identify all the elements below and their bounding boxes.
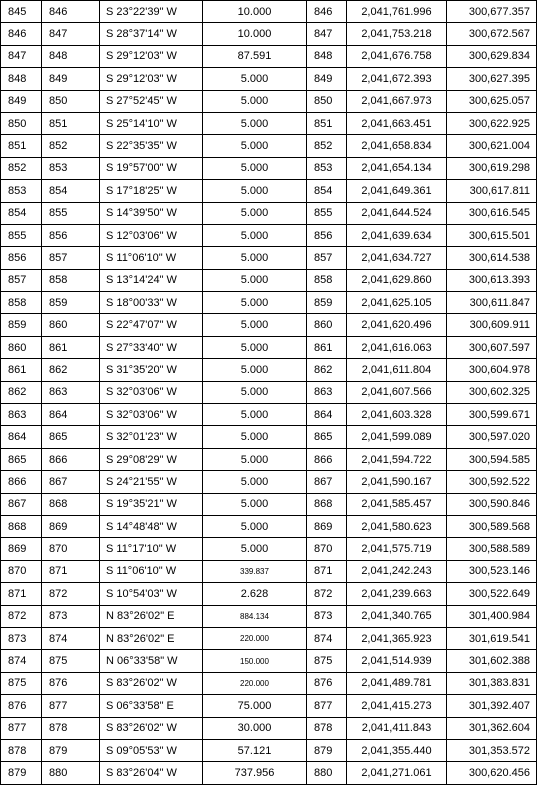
point-cell: 877 <box>307 695 347 717</box>
easting-cell: 300,629.834 <box>447 45 537 67</box>
easting-cell: 301,362.604 <box>447 717 537 739</box>
distance-cell: 5.000 <box>203 112 307 134</box>
northing-cell: 2,041,616.063 <box>347 336 447 358</box>
northing-cell: 2,041,649.361 <box>347 180 447 202</box>
to-station-cell: 862 <box>42 359 100 381</box>
distance-cell: 5.000 <box>203 515 307 537</box>
point-cell: 861 <box>307 336 347 358</box>
table-row <box>1 538 537 560</box>
bearing-cell: S 31°35'20" W <box>100 359 203 381</box>
from-station-cell: 848 <box>1 68 42 90</box>
distance-cell: 2.628 <box>203 583 307 605</box>
table-row <box>1 269 537 291</box>
to-station-cell: 854 <box>42 180 100 202</box>
distance-cell: 10.000 <box>203 1 307 23</box>
table-row <box>1 426 537 448</box>
to-station-cell: 859 <box>42 292 100 314</box>
point-cell: 867 <box>307 471 347 493</box>
bearing-cell: S 83°26'02" W <box>100 672 203 694</box>
distance-cell: 57.121 <box>203 739 307 761</box>
easting-cell: 300,615.501 <box>447 224 537 246</box>
easting-cell: 301,602.388 <box>447 650 537 672</box>
point-cell: 870 <box>307 538 347 560</box>
easting-cell: 300,677.357 <box>447 1 537 23</box>
northing-cell: 2,041,365.923 <box>347 627 447 649</box>
from-station-cell: 863 <box>1 404 42 426</box>
easting-cell: 300,620.456 <box>447 762 537 784</box>
to-station-cell: 869 <box>42 515 100 537</box>
bearing-cell: S 83°26'04" W <box>100 762 203 784</box>
table-row <box>1 404 537 426</box>
distance-cell: 5.000 <box>203 538 307 560</box>
table-row <box>1 180 537 202</box>
table-row <box>1 605 537 627</box>
northing-cell: 2,041,639.634 <box>347 224 447 246</box>
easting-cell: 300,604.978 <box>447 359 537 381</box>
northing-cell: 2,041,753.218 <box>347 23 447 45</box>
table-row <box>1 202 537 224</box>
distance-cell: 884.134 <box>203 605 307 627</box>
bearing-cell: S 32°01'23" W <box>100 426 203 448</box>
distance-cell: 5.000 <box>203 336 307 358</box>
bearing-cell: S 24°21'55" W <box>100 471 203 493</box>
northing-cell: 2,041,672.393 <box>347 68 447 90</box>
point-cell: 873 <box>307 605 347 627</box>
easting-cell: 300,597.020 <box>447 426 537 448</box>
distance-cell: 75.000 <box>203 695 307 717</box>
easting-cell: 300,621.004 <box>447 135 537 157</box>
from-station-cell: 865 <box>1 448 42 470</box>
table-row <box>1 292 537 314</box>
distance-cell: 5.000 <box>203 493 307 515</box>
distance-cell: 30.000 <box>203 717 307 739</box>
to-station-cell: 855 <box>42 202 100 224</box>
bearing-cell: S 29°12'03" W <box>100 45 203 67</box>
from-station-cell: 849 <box>1 90 42 112</box>
bearing-cell: S 11°06'10" W <box>100 247 203 269</box>
easting-cell: 300,614.538 <box>447 247 537 269</box>
point-cell: 851 <box>307 112 347 134</box>
to-station-cell: 874 <box>42 627 100 649</box>
table-row <box>1 314 537 336</box>
bearing-cell: S 27°52'45" W <box>100 90 203 112</box>
northing-cell: 2,041,611.804 <box>347 359 447 381</box>
point-cell: 854 <box>307 180 347 202</box>
table-row <box>1 739 537 761</box>
table-row <box>1 717 537 739</box>
table-row <box>1 1 537 23</box>
from-station-cell: 874 <box>1 650 42 672</box>
from-station-cell: 846 <box>1 23 42 45</box>
northing-cell: 2,041,594.722 <box>347 448 447 470</box>
bearing-cell: N 06°33'58" W <box>100 650 203 672</box>
distance-cell: 5.000 <box>203 426 307 448</box>
from-station-cell: 875 <box>1 672 42 694</box>
table-row <box>1 515 537 537</box>
to-station-cell: 847 <box>42 23 100 45</box>
from-station-cell: 856 <box>1 247 42 269</box>
table-row <box>1 336 537 358</box>
from-station-cell: 850 <box>1 112 42 134</box>
from-station-cell: 870 <box>1 560 42 582</box>
distance-cell: 10.000 <box>203 23 307 45</box>
northing-cell: 2,041,654.134 <box>347 157 447 179</box>
point-cell: 880 <box>307 762 347 784</box>
from-station-cell: 862 <box>1 381 42 403</box>
bearing-cell: S 11°06'10" W <box>100 560 203 582</box>
bearing-cell: S 09°05'53" W <box>100 739 203 761</box>
point-cell: 864 <box>307 404 347 426</box>
point-cell: 878 <box>307 717 347 739</box>
to-station-cell: 856 <box>42 224 100 246</box>
distance-cell: 5.000 <box>203 404 307 426</box>
to-station-cell: 852 <box>42 135 100 157</box>
easting-cell: 300,619.298 <box>447 157 537 179</box>
bearing-cell: S 29°08'29" W <box>100 448 203 470</box>
distance-cell: 737.956 <box>203 762 307 784</box>
table-row <box>1 45 537 67</box>
northing-cell: 2,041,667.973 <box>347 90 447 112</box>
point-cell: 855 <box>307 202 347 224</box>
northing-cell: 2,041,676.758 <box>347 45 447 67</box>
bearing-cell: S 83°26'02" W <box>100 717 203 739</box>
to-station-cell: 880 <box>42 762 100 784</box>
bearing-cell: N 83°26'02" E <box>100 627 203 649</box>
point-cell: 872 <box>307 583 347 605</box>
bearing-cell: S 19°35'21" W <box>100 493 203 515</box>
easting-cell: 301,392.407 <box>447 695 537 717</box>
table-row <box>1 695 537 717</box>
table-row <box>1 224 537 246</box>
to-station-cell: 873 <box>42 605 100 627</box>
northing-cell: 2,041,415.273 <box>347 695 447 717</box>
to-station-cell: 850 <box>42 90 100 112</box>
easting-cell: 300,607.597 <box>447 336 537 358</box>
northing-cell: 2,041,644.524 <box>347 202 447 224</box>
bearing-cell: S 25°14'10" W <box>100 112 203 134</box>
distance-cell: 5.000 <box>203 202 307 224</box>
distance-cell: 5.000 <box>203 359 307 381</box>
table-row <box>1 672 537 694</box>
bearing-cell: S 14°48'48" W <box>100 515 203 537</box>
to-station-cell: 861 <box>42 336 100 358</box>
distance-cell: 5.000 <box>203 292 307 314</box>
bearing-cell: S 22°47'07" W <box>100 314 203 336</box>
distance-cell: 220.000 <box>203 672 307 694</box>
point-cell: 849 <box>307 68 347 90</box>
point-cell: 859 <box>307 292 347 314</box>
point-cell: 858 <box>307 269 347 291</box>
distance-cell: 5.000 <box>203 224 307 246</box>
from-station-cell: 853 <box>1 180 42 202</box>
northing-cell: 2,041,585.457 <box>347 493 447 515</box>
to-station-cell: 870 <box>42 538 100 560</box>
northing-cell: 2,041,629.860 <box>347 269 447 291</box>
northing-cell: 2,041,620.496 <box>347 314 447 336</box>
bearing-cell: S 13°14'24" W <box>100 269 203 291</box>
to-station-cell: 864 <box>42 404 100 426</box>
point-cell: 853 <box>307 157 347 179</box>
northing-cell: 2,041,599.089 <box>347 426 447 448</box>
northing-cell: 2,041,242.243 <box>347 560 447 582</box>
easting-cell: 300,589.568 <box>447 515 537 537</box>
from-station-cell: 877 <box>1 717 42 739</box>
table-row <box>1 90 537 112</box>
from-station-cell: 873 <box>1 627 42 649</box>
from-station-cell: 852 <box>1 157 42 179</box>
northing-cell: 2,041,580.623 <box>347 515 447 537</box>
northing-cell: 2,041,340.765 <box>347 605 447 627</box>
from-station-cell: 860 <box>1 336 42 358</box>
distance-cell: 5.000 <box>203 157 307 179</box>
easting-cell: 300,617.811 <box>447 180 537 202</box>
point-cell: 846 <box>307 1 347 23</box>
easting-cell: 300,616.545 <box>447 202 537 224</box>
point-cell: 876 <box>307 672 347 694</box>
point-cell: 875 <box>307 650 347 672</box>
distance-cell: 5.000 <box>203 269 307 291</box>
from-station-cell: 851 <box>1 135 42 157</box>
bearing-cell: S 32°03'06" W <box>100 381 203 403</box>
bearing-cell: S 32°03'06" W <box>100 404 203 426</box>
easting-cell: 300,672.567 <box>447 23 537 45</box>
to-station-cell: 863 <box>42 381 100 403</box>
distance-cell: 5.000 <box>203 135 307 157</box>
point-cell: 866 <box>307 448 347 470</box>
to-station-cell: 860 <box>42 314 100 336</box>
bearing-cell: S 27°33'40" W <box>100 336 203 358</box>
northing-cell: 2,041,355.440 <box>347 739 447 761</box>
table-body <box>1 1 537 785</box>
distance-cell: 5.000 <box>203 180 307 202</box>
to-station-cell: 871 <box>42 560 100 582</box>
from-station-cell: 871 <box>1 583 42 605</box>
easting-cell: 301,619.541 <box>447 627 537 649</box>
from-station-cell: 845 <box>1 1 42 23</box>
northing-cell: 2,041,634.727 <box>347 247 447 269</box>
northing-cell: 2,041,607.566 <box>347 381 447 403</box>
to-station-cell: 849 <box>42 68 100 90</box>
easting-cell: 300,622.925 <box>447 112 537 134</box>
table-row <box>1 359 537 381</box>
distance-cell: 5.000 <box>203 247 307 269</box>
point-cell: 856 <box>307 224 347 246</box>
to-station-cell: 853 <box>42 157 100 179</box>
to-station-cell: 858 <box>42 269 100 291</box>
to-station-cell: 857 <box>42 247 100 269</box>
from-station-cell: 859 <box>1 314 42 336</box>
distance-cell: 220.000 <box>203 627 307 649</box>
table-row <box>1 135 537 157</box>
northing-cell: 2,041,603.328 <box>347 404 447 426</box>
from-station-cell: 866 <box>1 471 42 493</box>
table-row <box>1 493 537 515</box>
table-row <box>1 247 537 269</box>
bearing-cell: S 06°33'58" E <box>100 695 203 717</box>
point-cell: 860 <box>307 314 347 336</box>
from-station-cell: 867 <box>1 493 42 515</box>
to-station-cell: 876 <box>42 672 100 694</box>
to-station-cell: 851 <box>42 112 100 134</box>
northing-cell: 2,041,590.167 <box>347 471 447 493</box>
table-row <box>1 471 537 493</box>
from-station-cell: 868 <box>1 515 42 537</box>
bearing-cell: S 23°22'39" W <box>100 1 203 23</box>
northing-cell: 2,041,761.996 <box>347 1 447 23</box>
table-row <box>1 23 537 45</box>
bearing-cell: S 11°17'10" W <box>100 538 203 560</box>
from-station-cell: 861 <box>1 359 42 381</box>
to-station-cell: 872 <box>42 583 100 605</box>
to-station-cell: 866 <box>42 448 100 470</box>
easting-cell: 301,383.831 <box>447 672 537 694</box>
bearing-cell: S 18°00'33" W <box>100 292 203 314</box>
point-cell: 848 <box>307 45 347 67</box>
from-station-cell: 854 <box>1 202 42 224</box>
easting-cell: 301,400.984 <box>447 605 537 627</box>
point-cell: 852 <box>307 135 347 157</box>
easting-cell: 300,602.325 <box>447 381 537 403</box>
from-station-cell: 858 <box>1 292 42 314</box>
point-cell: 847 <box>307 23 347 45</box>
northing-cell: 2,041,239.663 <box>347 583 447 605</box>
distance-cell: 150.000 <box>203 650 307 672</box>
northing-cell: 2,041,575.719 <box>347 538 447 560</box>
northing-cell: 2,041,411.843 <box>347 717 447 739</box>
bearing-cell: S 22°35'35" W <box>100 135 203 157</box>
bearing-cell: S 10°54'03" W <box>100 583 203 605</box>
easting-cell: 300,613.393 <box>447 269 537 291</box>
table-row <box>1 68 537 90</box>
easting-cell: 300,625.057 <box>447 90 537 112</box>
table-row <box>1 627 537 649</box>
to-station-cell: 875 <box>42 650 100 672</box>
from-station-cell: 847 <box>1 45 42 67</box>
point-cell: 871 <box>307 560 347 582</box>
distance-cell: 5.000 <box>203 90 307 112</box>
northing-cell: 2,041,489.781 <box>347 672 447 694</box>
table-row <box>1 583 537 605</box>
to-station-cell: 867 <box>42 471 100 493</box>
to-station-cell: 878 <box>42 717 100 739</box>
to-station-cell: 879 <box>42 739 100 761</box>
from-station-cell: 878 <box>1 739 42 761</box>
easting-cell: 300,594.585 <box>447 448 537 470</box>
bearing-cell: S 14°39'50" W <box>100 202 203 224</box>
table-row <box>1 560 537 582</box>
easting-cell: 300,590.846 <box>447 493 537 515</box>
distance-cell: 87.591 <box>203 45 307 67</box>
to-station-cell: 865 <box>42 426 100 448</box>
from-station-cell: 872 <box>1 605 42 627</box>
table-row <box>1 157 537 179</box>
distance-cell: 5.000 <box>203 448 307 470</box>
table-row <box>1 762 537 784</box>
from-station-cell: 879 <box>1 762 42 784</box>
bearing-cell: S 12°03'06" W <box>100 224 203 246</box>
point-cell: 879 <box>307 739 347 761</box>
easting-cell: 300,627.395 <box>447 68 537 90</box>
point-cell: 862 <box>307 359 347 381</box>
from-station-cell: 855 <box>1 224 42 246</box>
distance-cell: 5.000 <box>203 68 307 90</box>
easting-cell: 300,611.847 <box>447 292 537 314</box>
point-cell: 850 <box>307 90 347 112</box>
point-cell: 863 <box>307 381 347 403</box>
easting-cell: 300,588.589 <box>447 538 537 560</box>
to-station-cell: 877 <box>42 695 100 717</box>
bearing-cell: N 83°26'02" E <box>100 605 203 627</box>
point-cell: 865 <box>307 426 347 448</box>
from-station-cell: 876 <box>1 695 42 717</box>
point-cell: 869 <box>307 515 347 537</box>
northing-cell: 2,041,271.061 <box>347 762 447 784</box>
table-row <box>1 448 537 470</box>
distance-cell: 5.000 <box>203 381 307 403</box>
to-station-cell: 848 <box>42 45 100 67</box>
to-station-cell: 868 <box>42 493 100 515</box>
bearing-cell: S 29°12'03" W <box>100 68 203 90</box>
distance-cell: 339.837 <box>203 560 307 582</box>
point-cell: 868 <box>307 493 347 515</box>
easting-cell: 300,599.671 <box>447 404 537 426</box>
easting-cell: 300,522.649 <box>447 583 537 605</box>
northing-cell: 2,041,663.451 <box>347 112 447 134</box>
distance-cell: 5.000 <box>203 471 307 493</box>
bearing-cell: S 19°57'00" W <box>100 157 203 179</box>
from-station-cell: 857 <box>1 269 42 291</box>
table-row <box>1 381 537 403</box>
distance-cell: 5.000 <box>203 314 307 336</box>
northing-cell: 2,041,658.834 <box>347 135 447 157</box>
to-station-cell: 846 <box>42 1 100 23</box>
easting-cell: 301,353.572 <box>447 739 537 761</box>
bearing-cell: S 17°18'25" W <box>100 180 203 202</box>
point-cell: 874 <box>307 627 347 649</box>
from-station-cell: 864 <box>1 426 42 448</box>
northing-cell: 2,041,514.939 <box>347 650 447 672</box>
easting-cell: 300,523.146 <box>447 560 537 582</box>
table-row <box>1 112 537 134</box>
point-cell: 857 <box>307 247 347 269</box>
table-row <box>1 650 537 672</box>
northing-cell: 2,041,625.105 <box>347 292 447 314</box>
easting-cell: 300,609.911 <box>447 314 537 336</box>
easting-cell: 300,592.522 <box>447 471 537 493</box>
bearing-cell: S 28°37'14" W <box>100 23 203 45</box>
from-station-cell: 869 <box>1 538 42 560</box>
